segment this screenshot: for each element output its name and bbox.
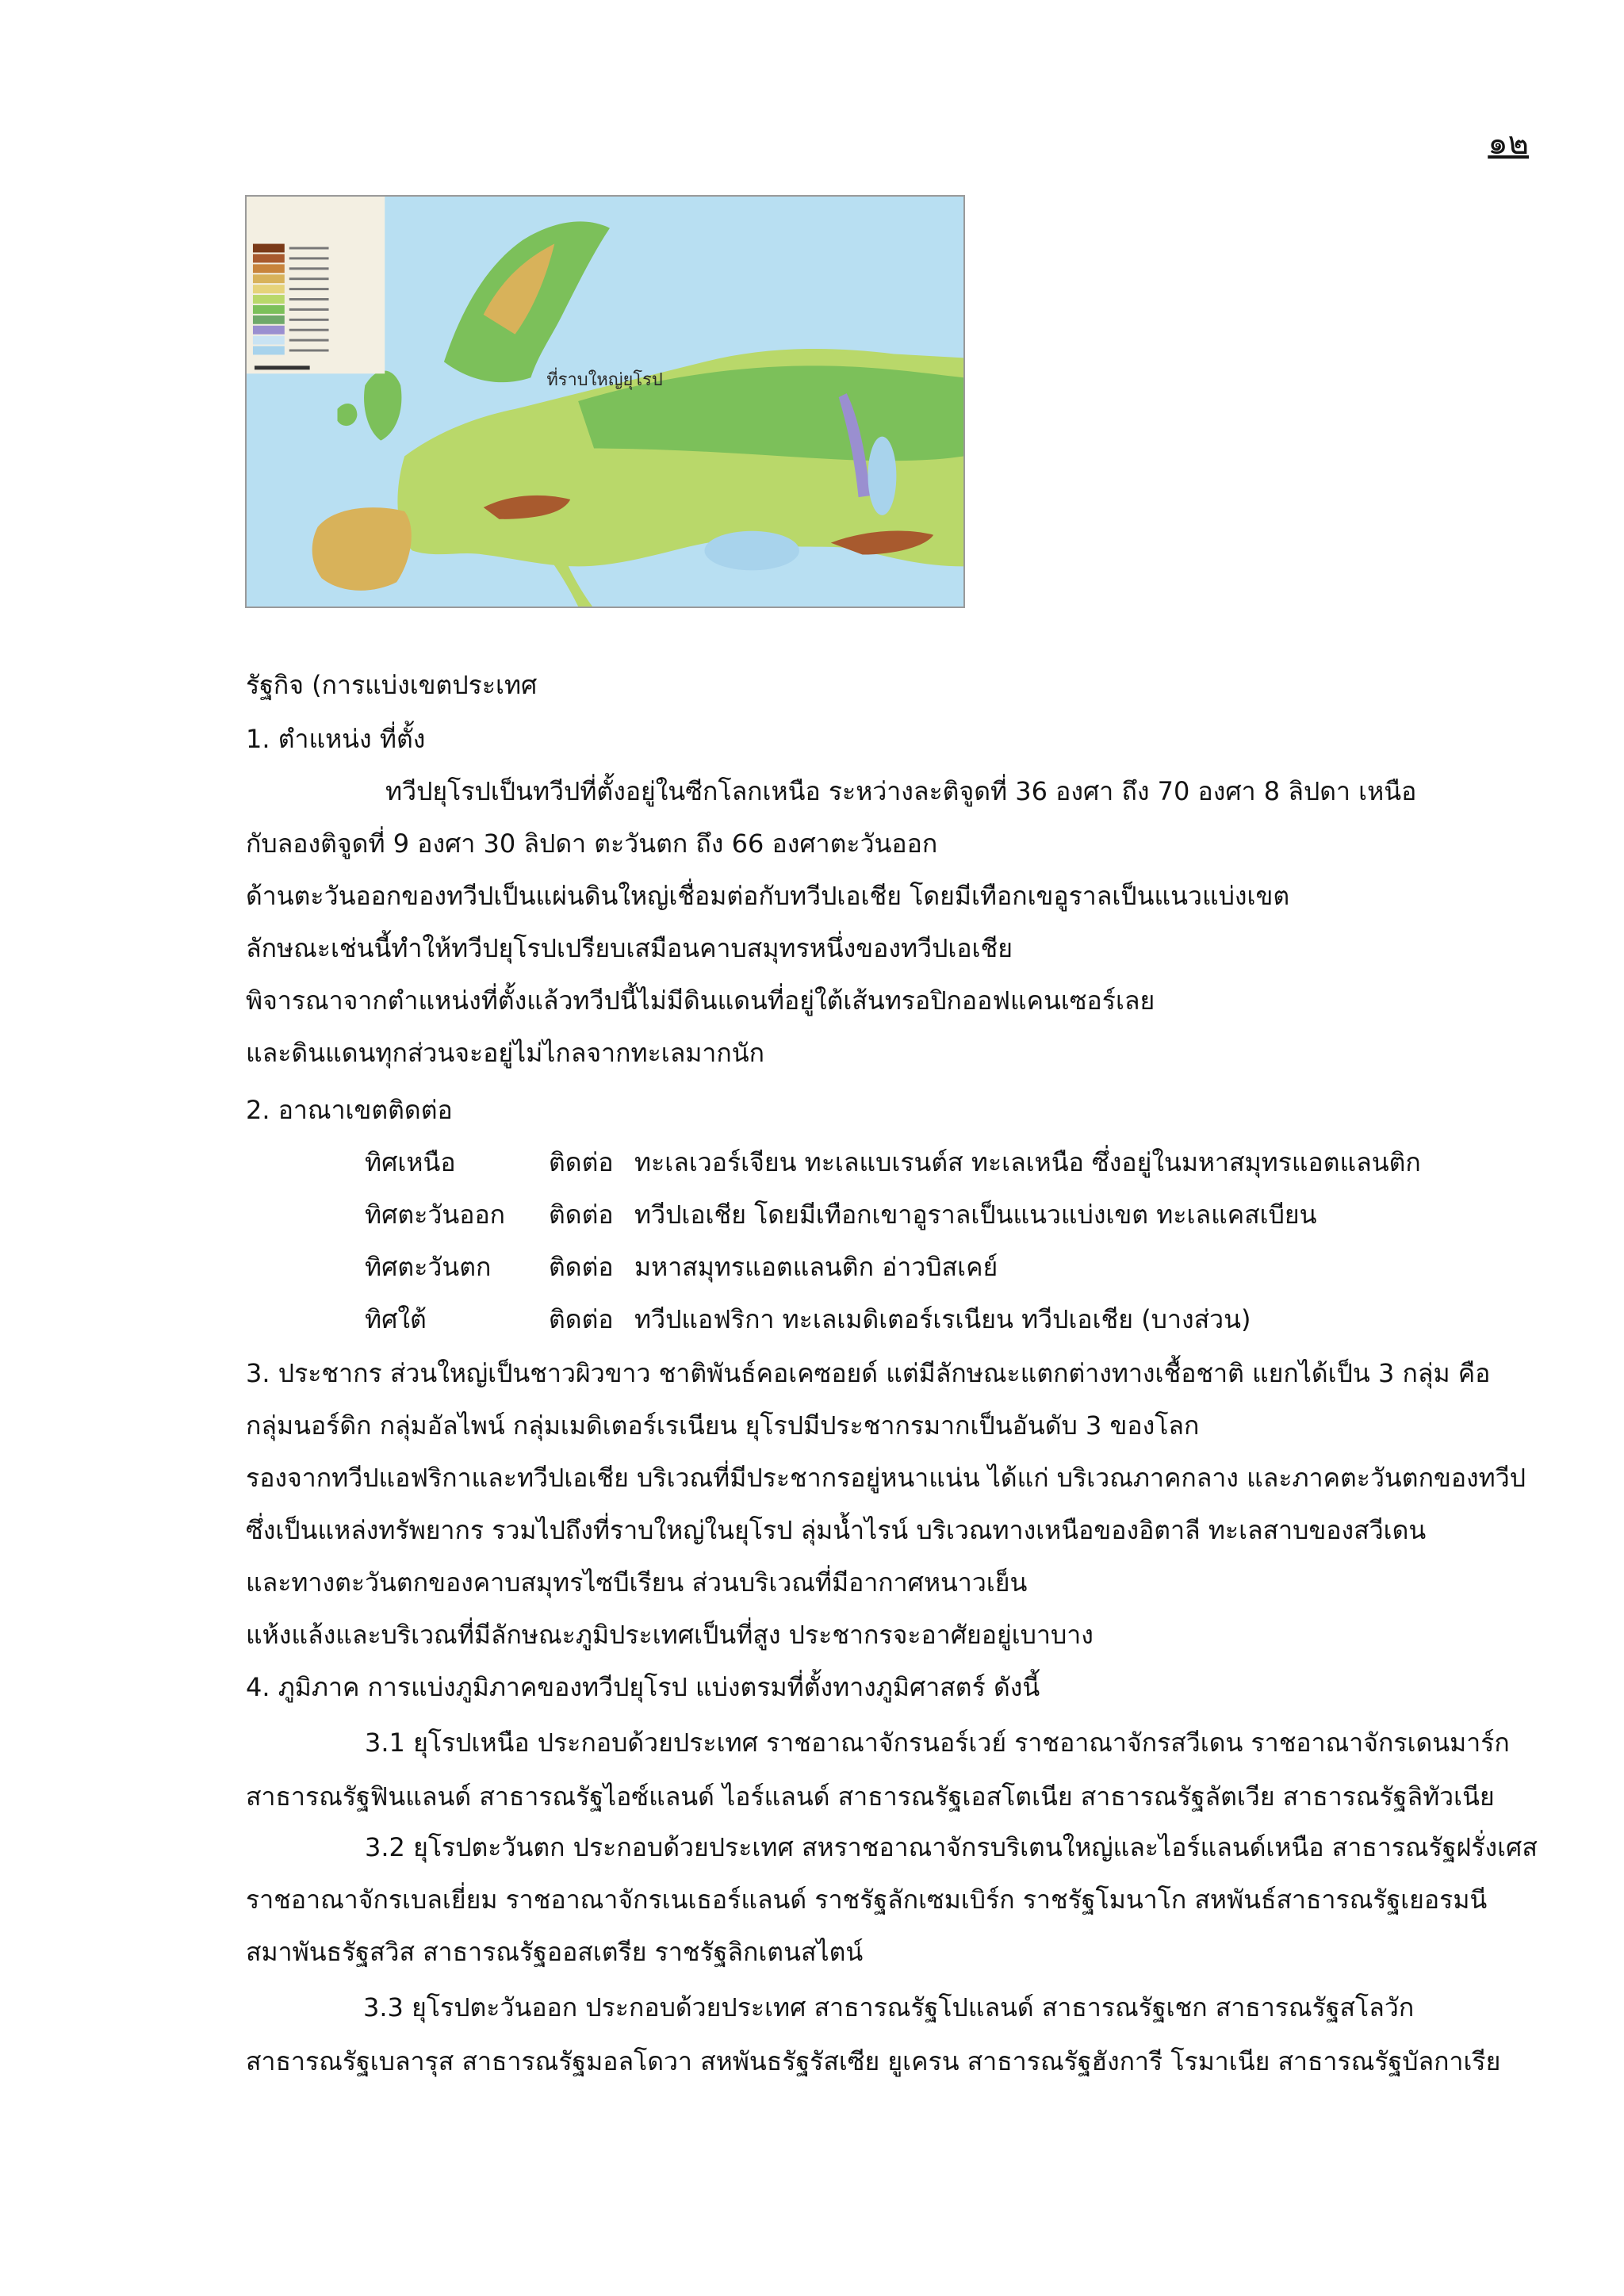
legend-swatch: [253, 316, 285, 324]
legend-tick: [289, 267, 329, 270]
legend-tick: [289, 308, 329, 311]
location-title: 1. ตำแหน่ง ที่ตั้ง: [246, 724, 426, 754]
population-line-2: กลุ่มนอร์ดิก กลุ่มอัลไพน์ กลุ่มเมดิเตอร์เรเนียน ยุโรปมีประชากรมากเป็นอันดับ 3 ของโลก: [246, 1410, 1200, 1441]
legend-swatch: [253, 244, 285, 253]
legend-swatch: [253, 254, 285, 262]
legend-swatch: [253, 295, 285, 304]
location-line-4: ลักษณะเช่นนี้ทำให้ทวีปยุโรปเปรียบเสมือนคาบสมุทรหนึ่งของทวีปเอเชีย: [246, 933, 1013, 963]
europe-physical-map: [245, 195, 965, 608]
region-north-line-2: สาธารณรัฐฟินแลนด์ สาธารณรัฐไอซ์แลนด์ ไอร์แลนด์ สาธารณรัฐเอสโตเนีย สาธารณรัฐลัตเวีย สาธารณรัฐลิทัวเนีย: [246, 1781, 1495, 1812]
legend-swatch: [253, 305, 285, 314]
legend-tick: [289, 339, 329, 342]
location-line-5: พิจารณาจากตำแหน่งที่ตั้งแล้วทวีปนี้ไม่มีดินแดนที่อยู่ใต้เส้นทรอปิกออฟแคนเซอร์เลย: [246, 985, 1155, 1016]
region-west-line-3: สมาพันธรัฐสวิส สาธารณรัฐออสเตรีย ราชรัฐลิกเตนสไตน์: [246, 1937, 864, 1967]
boundary-detail: ทวีปเอเชีย โดยมีเทือกเขาอูราลเป็นแนวแบ่งเขต ทะเลแคสเบียน: [634, 1200, 1317, 1230]
boundary-row-north: [365, 1145, 1421, 1180]
legend-swatch: [253, 346, 285, 355]
page-number: ๑๒: [1488, 125, 1529, 162]
boundary-detail: ทวีปแอฟริกา ทะเลเมดิเตอร์เรเนียน ทวีปเอเชีย (บางส่วน): [634, 1304, 1251, 1334]
population-line-4: ซึ่งเป็นแหล่งทรัพยากร รวมไปถึงที่ราบใหญ่ในยุโรป ลุ่มน้ำไรน์ บริเวณทางเหนือของอิตาลี ทะเลสาบของสวีเดน: [246, 1515, 1427, 1545]
region-east-line-1: 3.3 ยุโรปตะวันออก ประกอบด้วยประเทศ สาธารณรัฐโปแลนด์ สาธารณรัฐเชก สาธารณรัฐสโลวัก: [363, 1992, 1415, 2022]
legend-tick: [289, 329, 329, 331]
population-line-3: รองจากทวีปแอฟริกาและทวีปเอเชีย บริเวณที่มีประชากรอยู่หนาแน่น ได้แก่ บริเวณภาคกลาง และภาคตะวันตกของทวีป: [246, 1463, 1526, 1493]
boundary-relation: ติดต่อ: [549, 1147, 614, 1177]
legend-tick: [289, 277, 329, 280]
map-graphic: [247, 197, 963, 607]
boundary-direction: ทิศตะวันตก: [365, 1252, 492, 1282]
boundary-row-south: [365, 1302, 1251, 1337]
legend-swatch: [253, 336, 285, 345]
population-line-1: 3. ประชากร ส่วนใหญ่เป็นชาวผิวขาว ชาติพันธ์คอเคซอยด์ แต่มีลักษณะแตกต่างทางเชื้อชาติ แยกได้เป็น 3 กลุ่ม คือ: [246, 1358, 1491, 1388]
legend-tick: [289, 288, 329, 290]
population-line-6: แห้งแล้งและบริเวณที่มีลักษณะภูมิประเทศเป็นที่สูง ประชากรจะอาศัยอยู่เบาบาง: [246, 1620, 1094, 1650]
population-line-5: และทางตะวันตกของคาบสมุทรไซบีเรียน ส่วนบริเวณที่มีอากาศหนาวเย็น: [246, 1567, 1028, 1598]
location-line-1: ทวีปยุโรปเป็นทวีปที่ตั้งอยู่ในซีกโลกเหนือ ระหว่างละติจูดที่ 36 องศา ถึง 70 องศา 8 ลิปดา เหนือ: [385, 776, 1417, 806]
location-line-2: กับลองติจูดที่ 9 องศา 30 ลิปดา ตะวันตก ถึง 66 องศาตะวันออก: [246, 828, 938, 859]
boundary-relation: ติดต่อ: [549, 1200, 614, 1230]
boundaries-title: 2. อาณาเขตติดต่อ: [246, 1095, 453, 1125]
location-line-6: และดินแดนทุกส่วนจะอยู่ไม่ไกลจากทะเลมากนัก: [246, 1038, 764, 1068]
legend-tick: [289, 319, 329, 321]
location-line-3: ด้านตะวันออกของทวีปเป็นแผ่นดินใหญ่เชื่อมต่อกับทวีปเอเชีย โดยมีเทือกเขอูราลเป็นแนวแบ่งเขต: [246, 881, 1290, 911]
boundary-direction: ทิศเหนือ: [365, 1147, 456, 1177]
map-label: ที่ราบใหญ่ยุโรป: [546, 370, 663, 391]
regions-title: 4. ภูมิภาค การแบ่งภูมิภาคของทวีปยุโรป แบ่งตรมที่ตั้งทางภูมิศาสตร์ ดังนี้: [246, 1672, 1040, 1702]
legend-swatch: [253, 326, 285, 335]
region-west-line-2: ราชอาณาจักรเบลเยี่ยม ราชอาณาจักรเนเธอร์แลนด์ ราชรัฐลักเซมเบิร์ก ราชรัฐโมนาโก สหพันธ์สาธารณรัฐเยอรมนี: [246, 1885, 1488, 1915]
boundary-direction: ทิศตะวันออก: [365, 1200, 506, 1230]
boundary-relation: ติดต่อ: [549, 1252, 614, 1282]
legend-tick: [289, 247, 329, 250]
legend-swatch: [253, 274, 285, 283]
region-east-line-2: สาธารณรัฐเบลารุส สาธารณรัฐมอลโดวา สหพันธรัฐรัสเซีย ยูเครน สาธารณรัฐฮังการี โรมาเนีย สาธารณรัฐบัลกาเรีย: [246, 2046, 1501, 2076]
boundary-row-west: [365, 1249, 998, 1284]
boundary-direction: ทิศใต้: [365, 1304, 427, 1334]
boundary-row-east: [365, 1197, 1317, 1232]
legend-tick: [289, 257, 329, 259]
legend-swatch: [253, 285, 285, 293]
legend-tick: [289, 298, 329, 300]
boundary-detail: มหาสมุทรแอตแลนติก อ่าวบิสเคย์: [634, 1252, 998, 1282]
region-west-line-1: 3.2 ยุโรปตะวันตก ประกอบด้วยประเทศ สหราชอาณาจักรบริเตนใหญ่และไอร์แลนด์เหนือ สาธารณรัฐฝรั่งเศส: [365, 1832, 1538, 1862]
legend-tick: [289, 350, 329, 352]
boundary-relation: ติดต่อ: [549, 1304, 614, 1334]
section-heading: รัฐกิจ (การแบ่งเขตประเทศ: [246, 670, 538, 700]
legend-swatch: [253, 264, 285, 273]
boundary-detail: ทะเลเวอร์เจียน ทะเลแบเรนต์ส ทะเลเหนือ ซึ่งอยู่ในมหาสมุทรแอตแลนติก: [634, 1147, 1421, 1177]
region-north-line-1: 3.1 ยุโรปเหนือ ประกอบด้วยประเทศ ราชอาณาจักรนอร์เวย์ ราชอาณาจักรสวีเดน ราชอาณาจักรเดนมาร์ก: [365, 1728, 1510, 1758]
